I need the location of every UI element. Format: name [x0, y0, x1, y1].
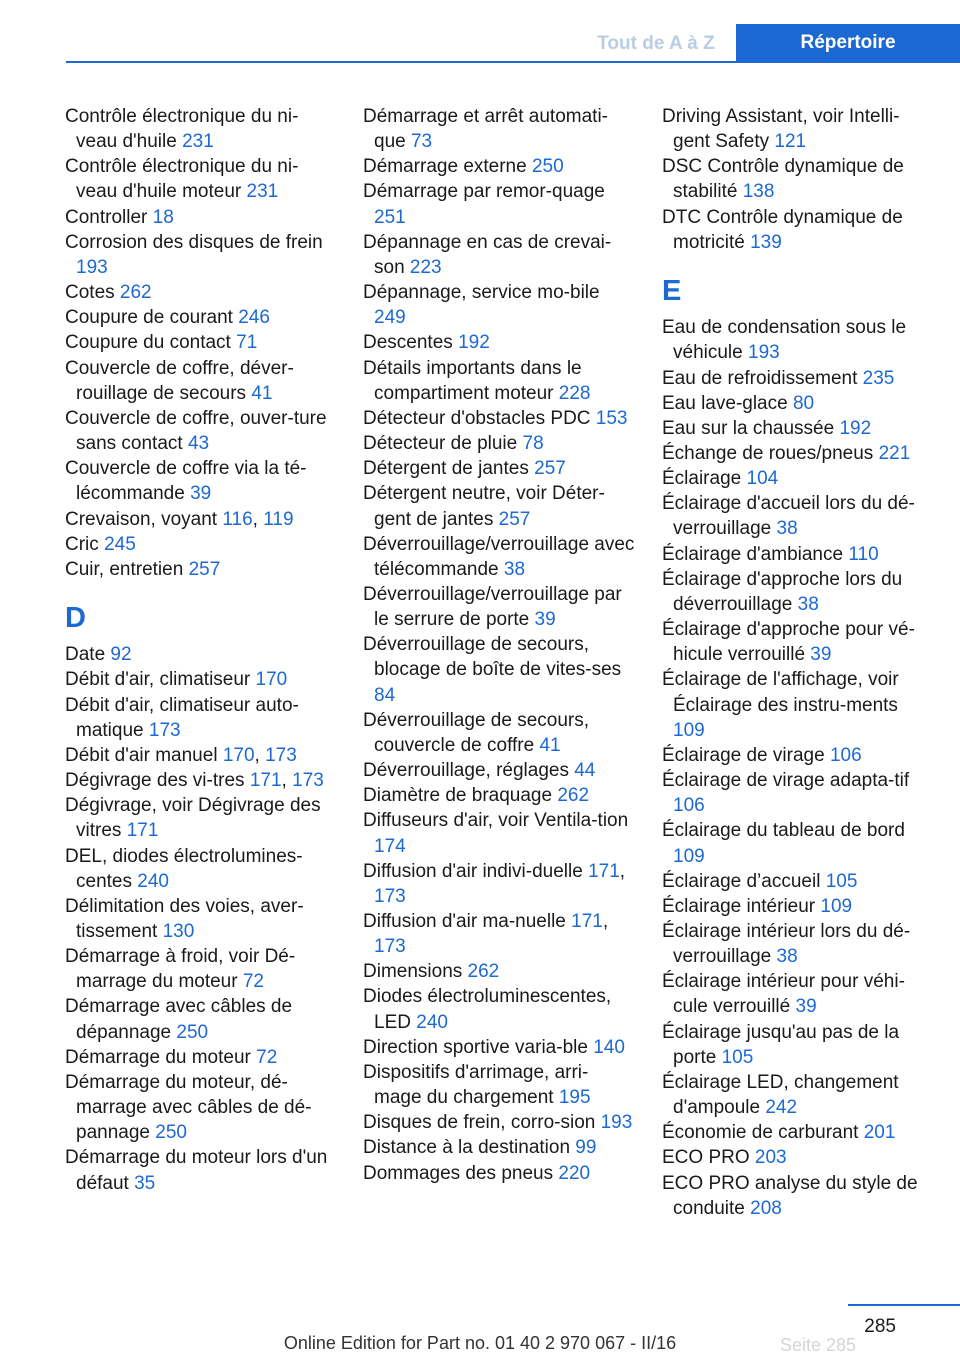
page-link[interactable]: 262 — [467, 961, 500, 983]
page-link[interactable]: 153 — [595, 407, 628, 429]
index-entry — [65, 154, 337, 204]
index-entry — [662, 1120, 934, 1145]
entry-term: Détergent neutre, voir Déter‐gent de jantes — [363, 483, 605, 530]
page-link[interactable]: 173 — [265, 744, 297, 766]
index-column-3 — [662, 104, 934, 1221]
index-entry — [662, 391, 934, 416]
page-link[interactable]: 139 — [750, 231, 782, 253]
index-entry — [363, 104, 635, 154]
entry-term: Direction sportive varia‐ble — [363, 1036, 588, 1058]
index-entry — [363, 406, 635, 431]
index-entry — [363, 909, 635, 959]
entry-term: Éclairage de l'affichage, voir Éclairage des instru‐ments — [662, 669, 899, 716]
index-entry — [65, 994, 337, 1044]
page-separator: , — [602, 911, 609, 932]
page-link[interactable]: 130 — [162, 920, 195, 942]
page-link[interactable]: 109 — [673, 845, 705, 867]
index-entry — [65, 944, 337, 994]
entry-term: Éclairage LED, changement d'ampoule — [662, 1071, 899, 1119]
page-link[interactable]: 105 — [721, 1046, 754, 1068]
entry-term: Eau lave-glace — [662, 392, 788, 414]
index-entry — [65, 532, 337, 557]
index-entry — [363, 783, 635, 808]
watermark: Seite 285 — [780, 1335, 857, 1355]
page-link[interactable]: 193 — [76, 256, 108, 278]
index-entry — [363, 179, 635, 229]
index-entry — [363, 582, 635, 632]
entry-term: Descentes — [363, 332, 453, 354]
index-entry — [65, 667, 337, 692]
index-entry — [65, 693, 337, 743]
entry-term: Éclairage — [662, 468, 742, 490]
entry-term: Éclairage jusqu'au pas de la porte — [662, 1021, 900, 1068]
entry-term: Diodes électroluminescentes, LED — [363, 986, 612, 1033]
entry-term: Corrosion des disques de frein — [65, 231, 323, 253]
entry-term: DEL, diodes électrolumines‐centes — [65, 845, 303, 892]
page-link[interactable]: 193 — [748, 342, 780, 364]
index-entry — [363, 1135, 635, 1160]
page-link[interactable]: 106 — [829, 744, 862, 766]
index-entry — [65, 642, 337, 667]
index-entry — [65, 280, 337, 305]
index-entry — [65, 743, 337, 768]
index-entry — [363, 1035, 635, 1060]
page-link[interactable]: 78 — [522, 433, 544, 455]
index-entry — [363, 959, 635, 984]
index-entry — [662, 1145, 934, 1170]
page-link[interactable]: 39 — [795, 996, 817, 1018]
page-link[interactable]: 173 — [374, 885, 406, 907]
page-link[interactable]: 92 — [110, 644, 132, 666]
entry-term: Crevaison, voyant — [65, 508, 218, 530]
entry-term: Couvercle de coffre via la té‐lécommande — [65, 458, 307, 505]
entry-term: Éclairage intérieur lors du dé‐verrouillage — [662, 920, 911, 968]
page-link[interactable]: 220 — [558, 1162, 591, 1184]
index-entry — [662, 894, 934, 919]
entry-term: Diffusion d'air indivi‐duelle — [363, 860, 583, 882]
page-link[interactable]: 104 — [746, 468, 779, 490]
index-entry — [363, 808, 635, 858]
entry-term: Dégivrage, voir Dégivrage des vitres — [65, 795, 321, 842]
page-link[interactable]: 39 — [190, 483, 212, 505]
entry-term: Déverrouillage, réglages — [363, 760, 569, 782]
index-entry — [662, 969, 934, 1019]
index-entry — [65, 793, 337, 843]
entry-term: Démarrage avec câbles de dépannage — [65, 996, 293, 1043]
entry-term: Éclairage de virage — [662, 744, 825, 766]
index-entry — [65, 1045, 337, 1070]
index-entry — [363, 632, 635, 707]
page-number: 285 — [864, 1316, 896, 1337]
entry-term: Démarrage du moteur — [65, 1046, 251, 1068]
page-link[interactable]: 192 — [839, 417, 872, 439]
page-link[interactable]: 192 — [458, 332, 490, 354]
page-link[interactable]: 250 — [176, 1021, 209, 1043]
edition-footer: Online Edition for Part no. 01 40 2 970 067 - II/16 — [283, 1333, 677, 1353]
page-link[interactable]: 109 — [820, 895, 853, 917]
page-separator: , — [252, 508, 264, 530]
index-entry — [363, 356, 635, 406]
entry-term: Coupure du contact — [65, 332, 231, 354]
index-entry — [662, 869, 934, 894]
entry-term: Cotes — [65, 282, 115, 304]
index-entry — [363, 859, 635, 909]
header-divider — [66, 61, 960, 63]
page-link[interactable]: 245 — [104, 533, 136, 555]
page-link[interactable]: 242 — [765, 1097, 798, 1119]
entry-term: Diffuseurs d'air, voir Ventila‐tion — [363, 810, 629, 832]
page-link[interactable]: 110 — [848, 543, 879, 565]
entry-term: DTC Contrôle dynamique de motricité — [662, 206, 903, 253]
page-link[interactable]: 71 — [236, 332, 258, 354]
entry-term: Démarrage du moteur lors d'un défaut — [65, 1147, 328, 1194]
page-link[interactable]: 84 — [374, 684, 396, 706]
page-link[interactable]: 221 — [878, 443, 911, 465]
page-link[interactable]: 140 — [593, 1036, 625, 1058]
page-link[interactable]: 193 — [600, 1112, 633, 1134]
page-link[interactable]: 43 — [187, 433, 210, 455]
page-link[interactable]: 119 — [263, 508, 294, 530]
page-link[interactable]: 170 — [222, 744, 255, 766]
entry-term: Dégivrage des vi‐tres — [65, 770, 245, 792]
index-entry — [363, 481, 635, 531]
index-entry — [65, 305, 337, 330]
index-column-1 — [65, 104, 337, 1196]
index-entry — [662, 104, 934, 154]
page-link[interactable]: 246 — [238, 307, 270, 329]
page-link[interactable]: 72 — [256, 1046, 278, 1068]
page-link[interactable]: 203 — [754, 1147, 787, 1169]
section-letter: D — [65, 602, 86, 635]
entry-term: Éclairage d'ambiance — [662, 543, 844, 565]
entry-term: Dépannage, service mo‐bile — [363, 282, 600, 304]
page-link[interactable]: 240 — [416, 1011, 448, 1033]
page-link[interactable]: 171 — [126, 820, 159, 842]
index-entry — [662, 315, 934, 365]
index-entry — [662, 1070, 934, 1120]
page-link[interactable]: 173 — [148, 719, 181, 741]
page-link[interactable]: 35 — [134, 1172, 156, 1194]
index-entry — [65, 1070, 337, 1145]
section-letter: E — [662, 275, 682, 308]
page-link[interactable]: 72 — [242, 971, 264, 993]
header-bar — [0, 0, 960, 62]
index-entry — [662, 205, 934, 255]
page-link[interactable]: 171 — [571, 911, 603, 932]
footer-divider — [848, 1304, 960, 1306]
entry-term: Détergent de jantes — [363, 458, 529, 480]
index-entry — [662, 491, 934, 541]
index-entry — [65, 507, 337, 532]
index-entry — [363, 532, 635, 582]
tab-a-to-z[interactable]: Tout de A à Z — [597, 33, 715, 54]
entry-term: Driving Assistant, voir Intelli‐gent Safety — [662, 106, 900, 153]
entry-term: Éclairage d’accueil — [662, 870, 821, 892]
page-link[interactable]: 170 — [255, 669, 288, 691]
page-link[interactable]: 208 — [750, 1197, 782, 1219]
index-entry — [662, 617, 934, 667]
page-link[interactable]: 240 — [137, 870, 169, 892]
entry-term: Éclairage d'approche pour vé‐hicule verrouillé — [662, 619, 915, 666]
index-entry — [65, 330, 337, 355]
entry-term: Débit d'air manuel — [65, 744, 218, 766]
entry-term: Éclairage intérieur — [662, 895, 816, 917]
entry-term: Diamètre de braquage — [363, 785, 553, 807]
entry-term: Économie de carburant — [662, 1122, 859, 1144]
tab-index[interactable]: Répertoire — [736, 24, 960, 62]
entry-term: Dépannage en cas de crevai‐son — [363, 231, 612, 278]
entry-term: Éclairage de virage adapta‐tif — [662, 770, 910, 792]
page-link[interactable]: 173 — [374, 936, 406, 958]
index-entry — [662, 567, 934, 617]
index-entry — [65, 894, 337, 944]
index-entry — [662, 366, 934, 391]
page-link[interactable]: 195 — [558, 1087, 591, 1109]
index-entry — [65, 844, 337, 894]
index-entry — [65, 557, 337, 582]
entry-term: Distance à la destination — [363, 1137, 571, 1159]
index-entry — [363, 1161, 635, 1186]
entry-term: Eau sur la chaussée — [662, 417, 835, 439]
entry-term: Délimitation des voies, aver‐tissement — [65, 895, 304, 942]
page-link[interactable]: 257 — [188, 558, 221, 580]
index-entry — [363, 456, 635, 481]
entry-term: Éclairage d'accueil lors du dé‐verrouillage — [662, 493, 915, 540]
page-link[interactable]: 231 — [182, 131, 214, 153]
entry-term: Démarrage du moteur, dé‐marrage avec câbles de dé‐pannage — [65, 1071, 312, 1144]
entry-term: Date — [65, 644, 106, 666]
index-entry — [662, 466, 934, 491]
page-link[interactable]: 99 — [575, 1137, 597, 1159]
page-separator: , — [281, 770, 293, 792]
page-link[interactable]: 38 — [776, 518, 798, 540]
entry-term: Débit d'air, climatiseur auto‐matique — [65, 694, 299, 741]
index-entry — [65, 205, 337, 230]
entry-term: Déverrouillage/verrouillage par le serrure de porte — [363, 583, 622, 631]
entry-term: Démarrage et arrêt automati‐que — [363, 106, 608, 153]
index-entry — [662, 818, 934, 868]
entry-term: Contrôle électronique du ni‐veau d'huile moteur — [65, 156, 299, 203]
page-link[interactable]: 38 — [776, 946, 798, 968]
page-link[interactable]: 257 — [498, 508, 531, 530]
entry-term: Controller — [65, 206, 148, 228]
index-entry — [363, 1110, 635, 1135]
index-entry — [363, 230, 635, 280]
page-link[interactable]: 116 — [222, 508, 253, 530]
page-link[interactable]: 174 — [374, 835, 406, 857]
entry-term: Échange de roues/pneus — [662, 443, 874, 465]
page-link[interactable]: 262 — [557, 785, 590, 807]
index-entry — [363, 330, 635, 355]
index-entry — [363, 758, 635, 783]
index-entry — [662, 416, 934, 441]
entry-term: Eau de condensation sous le véhicule — [662, 317, 907, 364]
index-entry — [65, 356, 337, 406]
page-link[interactable]: 171 — [249, 770, 282, 792]
entry-term: Éclairage du tableau de bord — [662, 820, 905, 842]
page-link[interactable]: 250 — [531, 156, 564, 178]
page-link[interactable]: 121 — [774, 131, 807, 153]
page-separator: , — [254, 744, 266, 766]
section-gap — [662, 255, 934, 265]
index-entry — [363, 708, 635, 758]
index-entry — [662, 919, 934, 969]
index-entry — [363, 984, 635, 1034]
entry-term: Eau de refroidissement — [662, 367, 858, 389]
page-link[interactable]: 249 — [374, 307, 406, 329]
index-column-2 — [363, 104, 635, 1186]
page-link[interactable]: 235 — [862, 367, 895, 389]
entry-term: Diffusion d'air ma‐nuelle — [363, 911, 566, 932]
index-entry — [65, 104, 337, 154]
index-entry — [363, 280, 635, 330]
index-entry — [65, 406, 337, 456]
entry-term: Disques de frein, corro‐sion — [363, 1112, 596, 1134]
page-link[interactable]: 250 — [155, 1122, 187, 1144]
entry-term: Couvercle de coffre, déver‐rouillage de secours — [65, 357, 294, 404]
entry-term: Déverrouillage de secours, blocage de boîte de vites‐ses — [363, 634, 622, 681]
entry-term: Démarrage par remor‐quage — [363, 181, 605, 203]
page-link[interactable]: 106 — [673, 795, 705, 817]
page-link[interactable]: 39 — [810, 644, 832, 666]
entry-term: Déverrouillage de secours, couvercle de coffre — [363, 709, 590, 756]
page-link[interactable]: 171 — [588, 860, 620, 882]
index-entry — [65, 1145, 337, 1195]
entry-term: Couvercle de coffre, ouver‐ture sans contact — [65, 407, 327, 455]
page-link[interactable]: 18 — [152, 206, 174, 228]
index-entry — [65, 768, 337, 793]
entry-term: Détails importants dans le compartiment moteur — [363, 357, 582, 404]
index-entry — [65, 230, 337, 280]
index-entry — [662, 542, 934, 567]
page-link[interactable]: 223 — [409, 256, 442, 278]
page-link[interactable]: 109 — [673, 719, 705, 741]
entry-term: Démarrage à froid, voir Dé‐marrage du moteur — [65, 946, 296, 993]
entry-term: Démarrage externe — [363, 156, 527, 178]
entry-term: Détecteur d'obstacles PDC — [363, 407, 591, 429]
page-link[interactable]: 105 — [825, 870, 858, 892]
entry-term: ECO PRO analyse du style de conduite — [662, 1172, 918, 1219]
page-separator: , — [619, 860, 626, 882]
index-entry — [662, 1171, 934, 1221]
entry-term: Contrôle électronique du ni‐veau d'huile — [65, 106, 299, 153]
page-link[interactable]: 201 — [863, 1122, 896, 1144]
entry-term: Dispositifs d'arrimage, arri‐mage du chargement — [363, 1061, 589, 1109]
index-entry — [363, 1060, 635, 1110]
index-entry — [662, 768, 934, 818]
entry-term: Déverrouillage/verrouillage avec télécommande — [363, 533, 635, 580]
page-link[interactable]: 38 — [797, 593, 819, 615]
page-link[interactable]: 41 — [251, 382, 273, 404]
entry-term: Débit d'air, climatiseur — [65, 669, 251, 691]
entry-term: Dommages des pneus — [363, 1162, 554, 1184]
page-link[interactable]: 173 — [292, 770, 324, 792]
entry-term: Cric — [65, 533, 99, 555]
page-link[interactable]: 228 — [558, 382, 591, 404]
page-link[interactable]: 262 — [119, 282, 152, 304]
page-link[interactable]: 44 — [574, 760, 596, 782]
page-link[interactable]: 38 — [503, 558, 526, 580]
index-entry — [662, 154, 934, 204]
page-link[interactable]: 41 — [539, 734, 561, 756]
page-link[interactable]: 73 — [410, 131, 433, 153]
page-link[interactable]: 39 — [534, 609, 556, 631]
index-entry — [662, 1020, 934, 1070]
index-entry — [662, 743, 934, 768]
entry-term: ECO PRO — [662, 1147, 750, 1169]
index-entry — [662, 441, 934, 466]
entry-term: Détecteur de pluie — [363, 433, 518, 455]
entry-term: Cuir, entretien — [65, 558, 184, 580]
entry-term: Coupure de courant — [65, 307, 233, 329]
index-entry — [363, 154, 635, 179]
entry-term: Dimensions — [363, 961, 463, 983]
index-entry — [363, 431, 635, 456]
entry-term: Éclairage intérieur pour véhi‐cule verrouillé — [662, 971, 905, 1018]
index-entry — [662, 667, 934, 742]
entry-term: DSC Contrôle dynamique de stabilité — [662, 156, 904, 203]
page-link[interactable]: 80 — [792, 392, 815, 414]
index-entry — [65, 456, 337, 506]
page-link[interactable]: 257 — [534, 458, 566, 480]
section-gap — [65, 582, 337, 592]
page-link[interactable]: 138 — [742, 181, 775, 203]
page-link[interactable]: 231 — [246, 181, 279, 203]
entry-term: Éclairage d'approche lors du déverrouillage — [662, 568, 903, 615]
page-link[interactable]: 251 — [374, 206, 406, 228]
